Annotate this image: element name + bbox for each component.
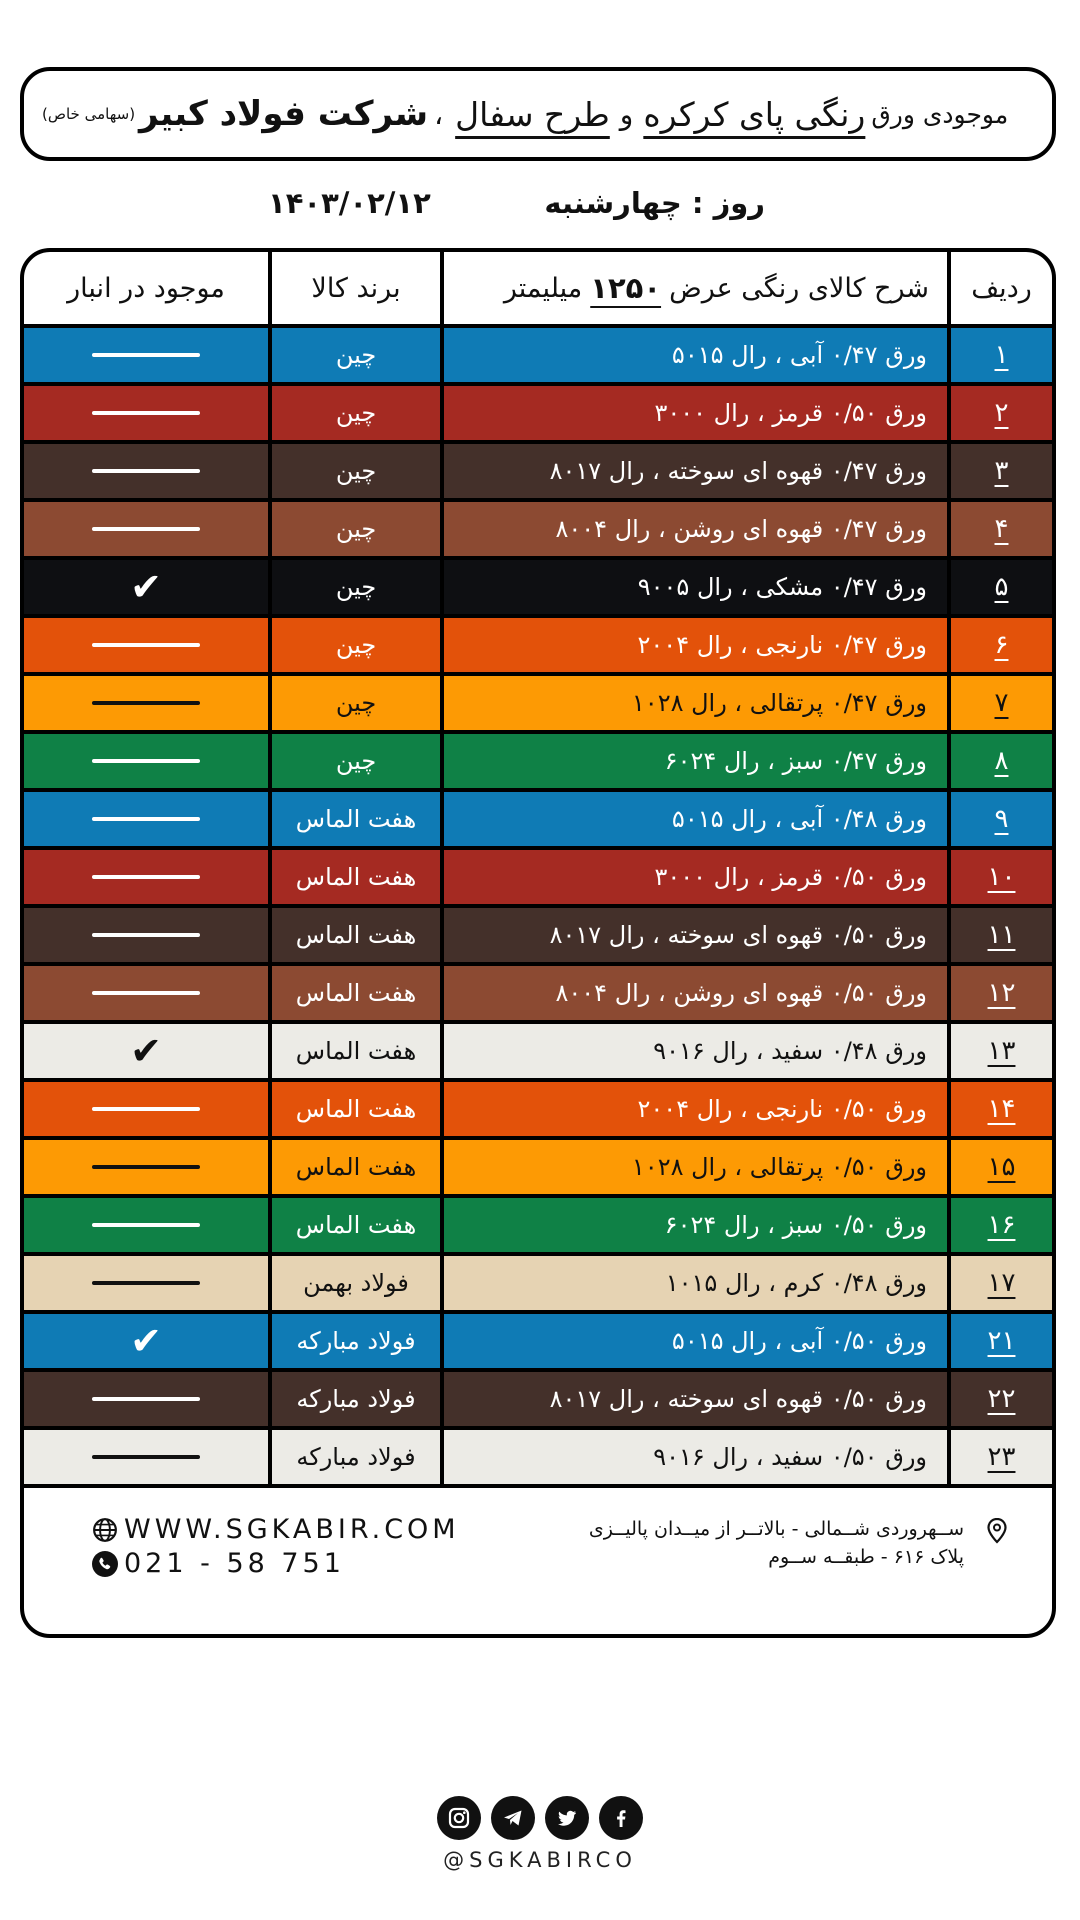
header-brand: برند کالا: [311, 272, 401, 304]
row-number-cell: ۱۲: [987, 978, 1016, 1008]
brand-cell: چین: [335, 747, 377, 775]
date-value: ۱۴۰۳/۰۲/۱۲: [268, 186, 431, 220]
location-pin-icon: [986, 1518, 1008, 1544]
row-number-cell: ۱۱: [987, 920, 1016, 950]
description-cell: ورق ۰/۴۸ آبی ، رال ۵۰۱۵: [671, 805, 927, 833]
unavailable-dash: [92, 1223, 200, 1227]
description-cell: ورق ۰/۵۰ نارنجی ، رال ۲۰۰۴: [637, 1095, 927, 1123]
row-number-cell: ۹: [994, 804, 1009, 834]
brand-cell: هفت الماس: [295, 805, 417, 833]
inventory-table: [20, 248, 1056, 1638]
availability-cell: [24, 908, 268, 962]
table-row: [24, 1198, 1052, 1252]
brand-cell: هفت الماس: [295, 1211, 417, 1239]
brand-cell: هفت الماس: [295, 921, 417, 949]
row-number-cell: ۲۳: [987, 1442, 1016, 1472]
availability-cell: [24, 1314, 268, 1368]
header-row-number: ردیف: [971, 272, 1032, 304]
globe-icon: [92, 1517, 118, 1543]
availability-cell: [24, 1430, 268, 1484]
description-cell: ورق ۰/۵۰ سبز ، رال ۶۰۲۴: [664, 1211, 927, 1239]
brand-cell: چین: [335, 341, 377, 369]
brand-cell: فولاد مبارکه: [296, 1443, 416, 1471]
description-cell: ورق ۰/۵۰ پرتقالی ، رال ۱۰۲۸: [631, 1153, 927, 1181]
header-unit: میلیمتر: [503, 272, 583, 304]
phone-text: 021 - 58 751: [124, 1548, 345, 1579]
unavailable-dash: [92, 1397, 200, 1401]
row-number-cell: ۶: [994, 630, 1009, 660]
row-number-cell: ۴: [994, 514, 1009, 544]
unavailable-dash: [92, 1107, 200, 1111]
availability-cell: [24, 1372, 268, 1426]
row-number-cell: ۱۴: [987, 1094, 1016, 1124]
telegram-icon[interactable]: [491, 1796, 535, 1840]
twitter-icon[interactable]: [545, 1796, 589, 1840]
description-cell: ورق ۰/۴۸ کرم ، رال ۱۰۱۵: [665, 1269, 927, 1297]
description-cell: ورق ۰/۵۰ قهوه ای سوخته ، رال ۸۰۱۷: [549, 921, 927, 949]
row-number-cell: ۳: [994, 456, 1009, 486]
table-row: [24, 386, 1052, 440]
title-part2: طرح سفال: [455, 94, 610, 134]
table-header: [24, 252, 1052, 328]
brand-cell: هفت الماس: [295, 1153, 417, 1181]
footer: [24, 1484, 1052, 1634]
instagram-icon[interactable]: [437, 1796, 481, 1840]
brand-cell: چین: [335, 457, 377, 485]
description-cell: ورق ۰/۵۰ قهوه ای روشن ، رال ۸۰۰۴: [555, 979, 927, 1007]
availability-cell: [24, 560, 268, 614]
row-number-cell: ۲: [994, 398, 1009, 428]
table-row: [24, 908, 1052, 962]
row-number-cell: ۲۱: [987, 1326, 1016, 1356]
brand-cell: چین: [335, 515, 377, 543]
description-cell: ورق ۰/۴۷ پرتقالی ، رال ۱۰۲۸: [631, 689, 927, 717]
table-row: [24, 792, 1052, 846]
description-cell: ورق ۰/۴۷ قهوه ای سوخته ، رال ۸۰۱۷: [549, 457, 927, 485]
availability-cell: [24, 328, 268, 382]
availability-cell: [24, 1140, 268, 1194]
title-prefix: موجودی ورق: [871, 99, 1009, 129]
table-row: [24, 1314, 1052, 1368]
facebook-icon[interactable]: [599, 1796, 643, 1840]
unavailable-dash: [92, 701, 200, 705]
availability-cell: [24, 1256, 268, 1310]
availability-cell: [24, 1082, 268, 1136]
table-row: [24, 1256, 1052, 1310]
brand-cell: فولاد بهمن: [303, 1269, 409, 1297]
row-number-cell: ۱۶: [987, 1210, 1016, 1240]
availability-cell: [24, 1024, 268, 1078]
company-name: شرکت فولاد کبیر: [139, 94, 429, 134]
description-cell: ورق ۰/۵۰ سفید ، رال ۹۰۱۶: [653, 1443, 927, 1471]
table-row: [24, 444, 1052, 498]
column-divider: [947, 252, 951, 1488]
social-handle[interactable]: @SGKABIRCO: [443, 1848, 637, 1872]
description-cell: ورق ۰/۵۰ قرمز ، رال ۳۰۰۰: [654, 863, 927, 891]
availability-cell: [24, 850, 268, 904]
phone-link[interactable]: [92, 1548, 345, 1579]
row-number-cell: ۱۳: [987, 1036, 1016, 1066]
unavailable-dash: [92, 759, 200, 763]
table-row: [24, 328, 1052, 382]
row-number-cell: ۲۲: [987, 1384, 1016, 1414]
row-number-cell: ۱۷: [987, 1268, 1016, 1298]
table-row: [24, 502, 1052, 556]
day-label: روز : چهارشنبه: [544, 186, 765, 220]
column-divider: [440, 252, 444, 1488]
availability-cell: [24, 966, 268, 1020]
address-line-2: پلاک ۶۱۶ - طبقــه ســوم: [768, 1546, 964, 1568]
header-width-value: ۱۲۵۰: [590, 271, 662, 305]
brand-cell: چین: [335, 399, 377, 427]
website-link[interactable]: [92, 1514, 460, 1545]
brand-cell: فولاد مبارکه: [296, 1385, 416, 1413]
description-cell: ورق ۰/۵۰ قهوه ای سوخته ، رال ۸۰۱۷: [549, 1385, 927, 1413]
description-cell: ورق ۰/۵۰ آبی ، رال ۵۰۱۵: [671, 1327, 927, 1355]
website-text: WWW.SGKABIR.COM: [124, 1514, 460, 1545]
row-number-cell: ۵: [994, 572, 1009, 602]
company-type: (سهامی خاص): [42, 105, 136, 123]
availability-cell: [24, 1198, 268, 1252]
header-desc-text: شرح کالای رنگی عرض: [669, 272, 929, 304]
availability-cell: [24, 386, 268, 440]
unavailable-dash: [92, 875, 200, 879]
table-row: [24, 618, 1052, 672]
checkmark-icon: ✔: [130, 1319, 162, 1363]
description-cell: ورق ۰/۴۷ آبی ، رال ۵۰۱۵: [671, 341, 927, 369]
social-links: [0, 1796, 1080, 1840]
availability-cell: [24, 618, 268, 672]
unavailable-dash: [92, 1165, 200, 1169]
brand-cell: چین: [335, 689, 377, 717]
title-banner: [20, 67, 1056, 161]
brand-cell: چین: [335, 631, 377, 659]
description-cell: ورق ۰/۴۷ قهوه ای روشن ، رال ۸۰۰۴: [555, 515, 927, 543]
table-row: [24, 1372, 1052, 1426]
description-cell: ورق ۰/۴۷ مشکی ، رال ۹۰۰۵: [637, 573, 927, 601]
brand-cell: هفت الماس: [295, 979, 417, 1007]
brand-cell: فولاد مبارکه: [296, 1327, 416, 1355]
table-row: [24, 560, 1052, 614]
row-number-cell: ۱۵: [987, 1152, 1016, 1182]
title-comma: ،: [434, 97, 444, 131]
table-row: [24, 1140, 1052, 1194]
table-row: [24, 1082, 1052, 1136]
row-number-cell: ۷: [994, 688, 1009, 718]
unavailable-dash: [92, 469, 200, 473]
availability-cell: [24, 502, 268, 556]
unavailable-dash: [92, 817, 200, 821]
brand-cell: چین: [335, 573, 377, 601]
availability-cell: [24, 734, 268, 788]
brand-cell: هفت الماس: [295, 1037, 417, 1065]
header-description: [444, 252, 947, 324]
table-row: [24, 1024, 1052, 1078]
row-number-cell: ۱: [994, 340, 1009, 370]
availability-cell: [24, 444, 268, 498]
table-row: [24, 676, 1052, 730]
table-row: [24, 734, 1052, 788]
unavailable-dash: [92, 991, 200, 995]
brand-cell: هفت الماس: [295, 863, 417, 891]
table-row: [24, 966, 1052, 1020]
phone-icon: [92, 1551, 118, 1577]
unavailable-dash: [92, 353, 200, 357]
unavailable-dash: [92, 643, 200, 647]
table-row: [24, 850, 1052, 904]
description-cell: ورق ۰/۵۰ قرمز ، رال ۳۰۰۰: [654, 399, 927, 427]
row-number-cell: ۱۰: [987, 862, 1016, 892]
unavailable-dash: [92, 1281, 200, 1285]
date-line: [0, 186, 1080, 226]
unavailable-dash: [92, 411, 200, 415]
description-cell: ورق ۰/۴۷ سبز ، رال ۶۰۲۴: [664, 747, 927, 775]
unavailable-dash: [92, 527, 200, 531]
column-divider: [268, 252, 272, 1488]
description-cell: ورق ۰/۴۷ نارنجی ، رال ۲۰۰۴: [637, 631, 927, 659]
brand-cell: هفت الماس: [295, 1095, 417, 1123]
address-line-1: ســهروردی شــمالی - بالاتــر از میــدان پالیــزی: [588, 1518, 964, 1540]
availability-cell: [24, 792, 268, 846]
unavailable-dash: [92, 933, 200, 937]
table-row: [24, 1430, 1052, 1484]
title-and: و: [619, 97, 634, 131]
header-available: موجود در انبار: [67, 272, 225, 304]
checkmark-icon: ✔: [130, 1029, 162, 1073]
availability-cell: [24, 676, 268, 730]
description-cell: ورق ۰/۴۸ سفید ، رال ۹۰۱۶: [653, 1037, 927, 1065]
row-number-cell: ۸: [994, 746, 1009, 776]
checkmark-icon: ✔: [130, 565, 162, 609]
title-part1: رنگی پای کرکره: [643, 94, 866, 134]
unavailable-dash: [92, 1455, 200, 1459]
